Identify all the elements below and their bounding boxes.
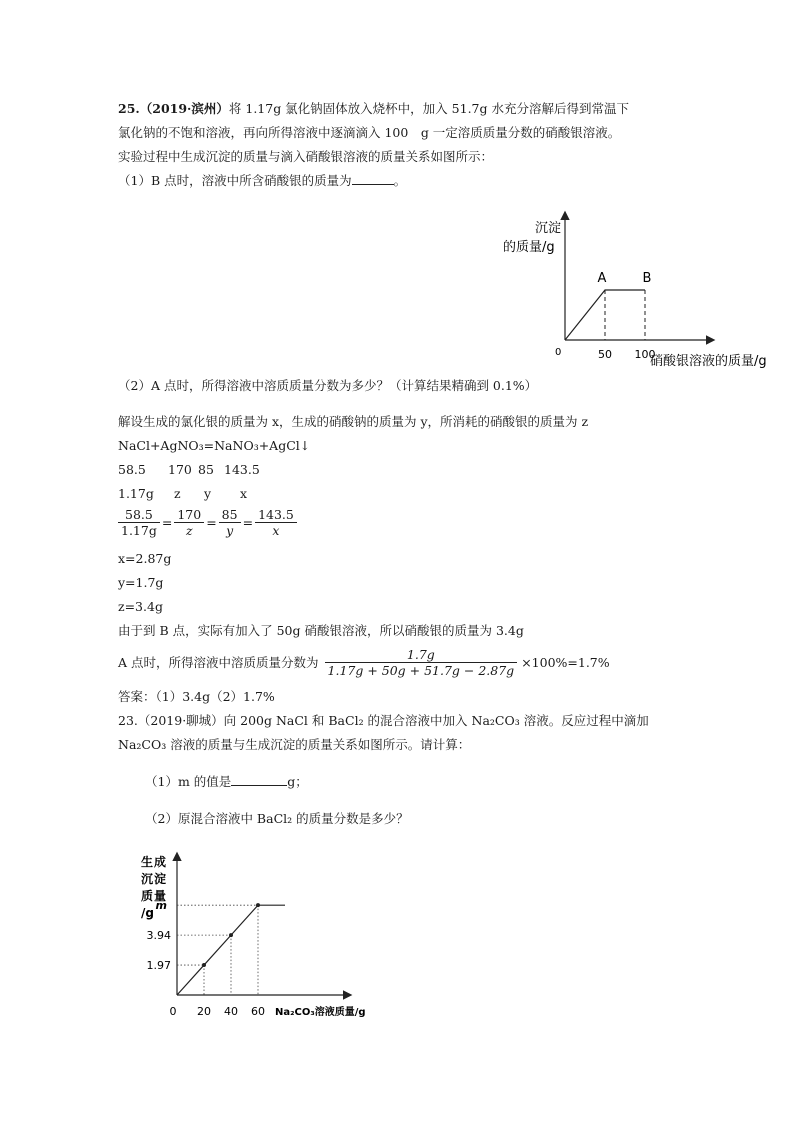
q23-chart-ytick-m: m bbox=[155, 899, 167, 913]
solution-intro: 解设生成的氯化银的质量为 x，生成的硝酸钠的质量为 y，所消耗的硝酸银的质量为 z bbox=[118, 414, 589, 429]
q23-chart-xtick-20: 20 bbox=[197, 1005, 211, 1018]
q23-chart bbox=[135, 850, 400, 1030]
mass-agno3: 170 bbox=[168, 462, 192, 477]
q25-chart-ylabel-1: 沉淀 bbox=[535, 221, 562, 236]
q25-part1-text: （1）B 点时，溶液中所含硝酸银的质量为 bbox=[118, 173, 352, 188]
q25-chart-origin: 0 bbox=[555, 347, 562, 358]
q23-chart-ylabel-char: 量 bbox=[154, 889, 167, 903]
q25-line1 bbox=[118, 100, 629, 118]
q23-chart-ylabel-char: 成 bbox=[154, 855, 167, 869]
result-z: z=3.4g bbox=[118, 599, 163, 614]
unknown-y: y bbox=[204, 486, 212, 501]
mass-fraction: $\frac{1.7g}{1.17g + 50g + 51.7g - 2.87g}$ bbox=[325, 647, 518, 678]
ratio-fraction-3: $\frac{85}{y}$ bbox=[219, 507, 241, 538]
q23-chart-xtick-40: 40 bbox=[224, 1005, 238, 1018]
q23-part2: （2）原混合溶液中 BaCl₂ 的质量分数是多少？ bbox=[145, 811, 409, 826]
mass-nano3: 85 bbox=[198, 462, 214, 477]
q23-chart-point bbox=[229, 933, 233, 937]
unknown-row bbox=[118, 485, 247, 503]
q23-chart-ylabel-char: 沉 bbox=[141, 872, 154, 886]
q25-chart bbox=[495, 205, 790, 375]
q23-chart-ylabel-char: 质 bbox=[141, 889, 154, 903]
unknown-nacl: 1.17g bbox=[118, 486, 154, 501]
q23-chart-ytick-394: 3.94 bbox=[146, 929, 171, 943]
reaction-equation: NaCl+AgNO₃=NaNO₃+AgCl↓ bbox=[118, 438, 311, 453]
q23-chart-ylabel-char: /g bbox=[141, 906, 154, 920]
ratio-fraction-4: $\frac{143.5}{x}$ bbox=[255, 507, 297, 538]
note-point-b: 由于到 B 点，实际有加入了 50g 硝酸银溶液，所以硝酸银的质量为 3.4g bbox=[118, 623, 524, 638]
q25-part1 bbox=[118, 172, 406, 190]
result-y: y=1.7g bbox=[118, 575, 164, 590]
molar-mass-row bbox=[118, 461, 260, 479]
q25-source: （2019·滨州） bbox=[139, 101, 229, 116]
q25-line1-text: 将 1.17g 氯化钠固体放入烧杯中，加入 51.7g 水充分溶解后得到常温下 bbox=[228, 101, 629, 116]
q25-part2: （2）A 点时，所得溶液中溶质质量分数为多少？（计算结果精确到 0.1%） bbox=[118, 378, 538, 393]
q25-part1-blank[interactable] bbox=[352, 172, 394, 185]
q25-line3: 实验过程中生成沉淀的质量与滴入硝酸银溶液的质量关系如图所示： bbox=[118, 149, 494, 164]
q23-chart-xtick-0: 0 bbox=[169, 1005, 177, 1018]
q23-chart-point bbox=[202, 963, 206, 967]
q25-chart-point-a-label: A bbox=[597, 271, 607, 286]
q23-chart-xlabel: Na₂CO₃溶液质量/g bbox=[275, 1007, 366, 1018]
q25-chart-xlabel: 硝酸银溶液的质量/g bbox=[650, 354, 767, 369]
q23-part1: （1）m 的值是 g； bbox=[145, 774, 308, 789]
ratio-equation: $\frac{58.5}{1.17g}$ = $\frac{170}{z}$ = $\frac{85}{y}$ = $\frac{143.5}{x}$ bbox=[118, 505, 297, 539]
q23-chart-ylabel-char: 淀 bbox=[154, 872, 167, 886]
q23-line1: 23.（2019·聊城）向 200g NaCl 和 BaCl₂ 的混合溶液中加入 Na₂CO₃ 溶液。反应过程中滴加 bbox=[118, 713, 649, 728]
q25-chart-ylabel-2: 的质量/g bbox=[503, 240, 555, 255]
mass-nacl: 58.5 bbox=[118, 462, 146, 477]
ratio-fraction-1: $\frac{58.5}{1.17g}$ bbox=[118, 507, 160, 538]
q25-number: 25. bbox=[118, 101, 140, 116]
q23-chart-ytick-197: 1.97 bbox=[146, 959, 171, 973]
q23-part1-blank[interactable] bbox=[231, 773, 287, 786]
q23-chart-xtick-60: 60 bbox=[251, 1005, 265, 1018]
unknown-x: x bbox=[240, 486, 248, 501]
mass-agcl: 143.5 bbox=[224, 462, 260, 477]
mass-fraction-equation: A 点时，所得溶液中溶质质量分数为 $\frac{1.7g}{1.17g + 50g + 51.7g - 2.87g}$ ×100%=1.7% bbox=[118, 646, 610, 678]
ratio-fraction-2: $\frac{170}{z}$ bbox=[174, 507, 204, 538]
q23-chart-ylabel-char: 生 bbox=[141, 855, 154, 869]
q25-chart-point-b-label: B bbox=[642, 271, 652, 286]
answer-line: 答案：（1）3.4g（2）1.7% bbox=[118, 689, 275, 704]
q23-line2: Na₂CO₃ 溶液的质量与生成沉淀的质量关系如图所示。请计算： bbox=[118, 737, 471, 752]
q25-chart-xtick-100: 100 bbox=[634, 348, 656, 361]
q25-chart-xtick-50: 50 bbox=[598, 348, 612, 361]
unknown-z: z bbox=[174, 486, 181, 501]
q25-part1-end: 。 bbox=[393, 173, 407, 188]
q25-line2: 氯化钠的不饱和溶液，再向所得溶液中逐滴滴入 100 g 一定溶质质量分数的硝酸银溶液。 bbox=[118, 125, 621, 140]
result-x: x=2.87g bbox=[118, 551, 172, 566]
q23-chart-point bbox=[256, 903, 260, 907]
